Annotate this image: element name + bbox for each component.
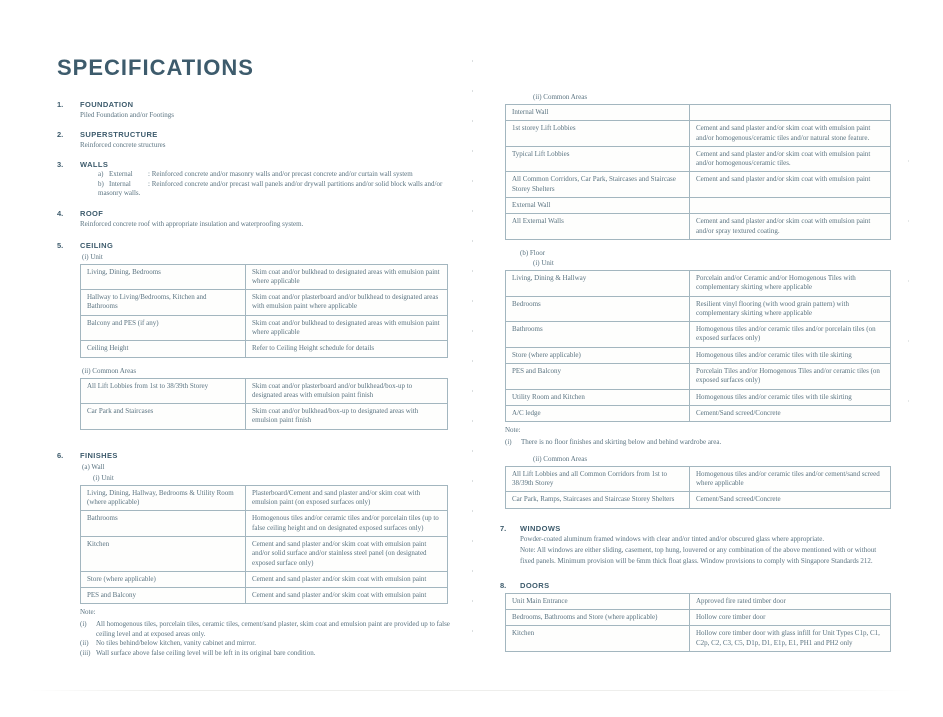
section-walls	[57, 159, 450, 199]
row-label: Bathrooms	[81, 511, 246, 536]
table-row	[506, 405, 890, 421]
row-value: There is no floor finishes and skirting below and behind wardrobe area.	[521, 438, 722, 447]
section-title: WINDOWS	[520, 523, 561, 533]
finishes-wall-label: (a) Wall	[82, 462, 105, 471]
item-text: : Reinforced concrete and/or precast wall panels and/or drywall partitions and/or solid block walls and/or	[148, 179, 443, 188]
section-title: SUPERSTRUCTURE	[80, 130, 158, 139]
row-label: External Wall	[506, 198, 690, 213]
table-row	[506, 296, 890, 322]
item-text: : Reinforced concrete and/or masonry walls and/or precast concrete and/or curtain wall system	[148, 170, 413, 178]
row-value: All homogenous tiles, porcelain tiles, ceramic tiles, cement/sand plaster, skim coat and emulsion paint are provided up to false ceiling level and at exposed areas only.	[96, 620, 450, 638]
row-value: Homogenous tiles and/or ceramic tiles and/or porcelain tiles (up to false ceiling height and on designated exposed surfaces only)	[252, 514, 439, 532]
table-row	[506, 467, 890, 492]
section-text: Powder-coated aluminum framed windows with clear and/or tinted and/or obscured glass where appropriate.	[520, 534, 825, 543]
left-column	[57, 55, 450, 658]
ceiling-unit-label: (i) Unit	[82, 252, 103, 261]
table-row	[80, 639, 450, 649]
section-number: 6.	[57, 450, 64, 460]
scan-edge-marks	[908, 160, 909, 460]
row-value: Wall surface above false ceiling level will be left in its original bare condition.	[96, 648, 316, 657]
row-value	[690, 198, 890, 213]
row-value: Cement and sand plaster and/or skim coat with emulsion paint	[696, 175, 871, 184]
section-foundation	[57, 99, 450, 121]
section-number: 7.	[500, 523, 507, 533]
section-number: 5.	[57, 240, 64, 250]
section-roof	[57, 208, 450, 230]
section-title: FOUNDATION	[80, 100, 134, 109]
table-row	[81, 379, 447, 404]
section-windows	[500, 523, 892, 567]
row-value: Cement and sand plaster and/or skim coat with emulsion paint and/or solid surface and/or stainless steel panel (on designated exposed surface only)	[252, 539, 427, 567]
row-value: Refer to Ceiling Height schedule for details	[252, 344, 375, 353]
section-finishes	[57, 450, 450, 659]
section-number: 4.	[57, 208, 64, 218]
table-row	[80, 649, 450, 659]
table-row	[81, 587, 447, 603]
row-value: Hollow core timber door	[696, 612, 766, 621]
row-label: PES and Balcony	[506, 364, 690, 389]
row-value: Skim coat and/or plasterboard and/or bulkhead/box-up to designated areas with emulsion paint finish	[252, 381, 413, 399]
table-row	[506, 105, 890, 120]
item-key: a)	[98, 170, 104, 178]
table-row	[81, 571, 447, 587]
row-label: 1st storey Lift Lobbies	[506, 121, 690, 146]
table-row	[81, 265, 447, 290]
table-row	[506, 120, 890, 146]
table-row	[81, 315, 447, 341]
row-label: All Lift Lobbies from 1st to 38/39th Storey	[81, 379, 246, 404]
row-value: Cement and sand plaster and/or skim coat with emulsion paint and/or homogenous/ceramic tiles and/or natural stone feature.	[696, 124, 871, 142]
row-value: Cement and sand plaster and/or skim coat with emulsion paint and/or spray textured coating.	[696, 217, 871, 235]
table-row	[506, 625, 890, 651]
row-label: (i)	[80, 620, 87, 629]
row-label: Car Park and Staircases	[81, 404, 246, 429]
row-label: Kitchen	[81, 537, 246, 571]
section-ceiling	[57, 240, 450, 430]
row-value: Homogenous tiles and/or ceramic tiles and/or porcelain tiles (on exposed surfaces only)	[696, 325, 876, 343]
row-label: All External Walls	[506, 214, 690, 239]
row-value: No tiles behind/below kitchen, vanity cabinet and mirror.	[96, 639, 256, 648]
row-label: Typical Lift Lobbies	[506, 147, 690, 172]
row-value: Homogenous tiles and/or ceramic tiles with tile skirting	[696, 392, 852, 401]
section-title: ROOF	[80, 208, 104, 218]
note-title: Note:	[80, 608, 96, 617]
row-value: Resilient vinyl flooring (with wood grain pattern) with complementary skirting where applicable	[696, 299, 850, 317]
row-label: Utility Room and Kitchen	[506, 390, 690, 405]
table-row	[81, 403, 447, 429]
row-label: Bathrooms	[506, 322, 690, 347]
row-value: Homogenous tiles and/or ceramic tiles and/or cement/sand screed where applicable	[696, 469, 880, 488]
row-label: Balcony and PES (if any)	[81, 316, 246, 341]
finishes-floor-label: (b) Floor	[520, 248, 546, 257]
table-row	[506, 609, 890, 625]
finishes-wall-common-label: (ii) Common Areas	[533, 93, 588, 101]
table-row	[506, 594, 890, 609]
finishes-wall-notes	[80, 620, 450, 658]
row-label: Store (where applicable)	[506, 348, 690, 363]
row-label: All Common Corridors, Car Park, Staircases and Staircase Storey Shelters	[506, 172, 690, 197]
row-label: Unit Main Entrance	[506, 594, 690, 609]
row-value: Skim coat and/or bulkhead/box-up to designated areas with emulsion paint finish	[252, 407, 419, 425]
table-row	[506, 321, 890, 347]
table-row	[81, 510, 447, 536]
row-label: Living, Dining & Hallway	[506, 271, 690, 296]
item-name: External	[109, 170, 133, 178]
table-row	[506, 197, 890, 213]
right-column	[500, 92, 892, 652]
table-row	[81, 486, 447, 511]
section-text: Reinforced concrete structures	[80, 141, 166, 149]
table-row	[81, 289, 447, 315]
table-row	[506, 389, 890, 405]
row-label: A/C ledge	[506, 406, 690, 421]
row-label: Ceiling Height	[81, 341, 246, 356]
walls-item-internal	[98, 180, 450, 190]
row-label: Living, Dining, Bedrooms	[81, 265, 246, 290]
section-number: 1.	[57, 100, 64, 109]
note-title: Note:	[505, 426, 521, 435]
section-number: 3.	[57, 160, 64, 169]
finishes-floor-unit-table	[505, 270, 891, 422]
row-value: Cement/Sand screed/Concrete	[696, 408, 781, 417]
row-value: Skim coat and/or bulkhead to designated areas with emulsion paint where applicable	[252, 267, 440, 285]
finishes-floor-notes	[505, 438, 892, 448]
section-number: 2.	[57, 130, 64, 139]
table-row	[506, 347, 890, 363]
table-row	[81, 340, 447, 356]
section-doors	[500, 580, 892, 652]
row-value: Homogenous tiles and/or ceramic tiles with tile skirting	[696, 350, 852, 359]
walls-items	[98, 170, 450, 199]
table-row	[80, 620, 450, 639]
page-fold-crease	[472, 60, 473, 660]
row-value: Porcelain Tiles and/or Homogenous Tiles and/or ceramic tiles (on exposed surfaces only)	[696, 367, 880, 385]
row-label: Hallway to Living/Bedrooms, Kitchen and Bathrooms	[81, 290, 246, 315]
finishes-wall-unit-table	[80, 485, 448, 605]
finishes-floor-unit-label: (i) Unit	[533, 258, 554, 267]
walls-item-external	[98, 170, 450, 180]
finishes-floor-common-table	[505, 466, 891, 509]
row-value	[690, 105, 890, 120]
row-label: (i)	[505, 438, 512, 447]
row-label: Store (where applicable)	[81, 572, 246, 587]
row-value: Porcelain and/or Ceramic and/or Homogenous Tiles with complementary skirting where applicable	[696, 273, 856, 292]
finishes-wall-unit-label: (i) Unit	[93, 473, 114, 482]
row-label: Living, Dining, Hallway, Bedrooms & Utility Room (where applicable)	[81, 486, 246, 511]
row-label: Car Park, Ramps, Staircases and Staircase Storey Shelters	[506, 492, 690, 507]
doors-table	[505, 593, 891, 652]
row-label: Bedrooms	[506, 297, 690, 322]
finishes-wall-common-table	[505, 104, 891, 240]
ceiling-common-label: (ii) Common Areas	[82, 366, 137, 375]
row-value: Cement/Sand screed/Concrete	[696, 495, 781, 504]
row-label: All Lift Lobbies and all Common Corridors from 1st to 38/39th Storey	[506, 467, 690, 492]
section-text: Piled Foundation and/or Footings	[80, 111, 174, 119]
table-row	[505, 438, 892, 448]
ceiling-unit-table	[80, 264, 448, 358]
table-row	[506, 171, 890, 197]
row-label: (ii)	[80, 639, 89, 648]
section-number: 8.	[500, 580, 507, 590]
table-row	[506, 213, 890, 239]
section-title: FINISHES	[80, 450, 118, 460]
table-row	[506, 363, 890, 389]
section-text: Reinforced concrete roof with appropriate insulation and waterproofing system.	[80, 219, 304, 228]
page-title: SPECIFICATIONS	[57, 55, 254, 80]
row-label: Bedrooms, Bathrooms and Store (where applicable)	[506, 610, 690, 625]
row-value: Approved fire rated timber door	[696, 596, 786, 605]
section-superstructure	[57, 129, 450, 151]
ceiling-common-table	[80, 378, 448, 430]
row-label: (iii)	[80, 648, 91, 657]
row-value: Hollow core timber door with glass infill for Unit Types C1p, C1, C2p, C2, C3, C5, D1p, D1, E1p, E1, PH1 and PH2 only	[696, 629, 880, 647]
row-value: Cement and sand plaster and/or skim coat with emulsion paint and/or homogenous/ceramic tiles.	[696, 149, 871, 168]
section-title: WALLS	[80, 160, 109, 169]
section-note: Note: All windows are either sliding, casement, top hung, louvered or any combination of the above mentioned with or without fixed panels. Minimum provision will be 6mm thick float glass. Window provisions to comply with Singapore Standards 212.	[520, 545, 877, 565]
row-value: Skim coat and/or bulkhead to designated areas with emulsion paint where applicable	[252, 318, 440, 336]
table-row	[506, 271, 890, 296]
section-title: CEILING	[80, 240, 114, 250]
row-value: Cement and sand plaster and/or skim coat with emulsion paint	[252, 574, 427, 583]
finishes-floor-common-label: (ii) Common Areas	[533, 454, 588, 463]
row-label: Internal Wall	[506, 105, 690, 120]
row-value: Cement and sand plaster and/or skim coat with emulsion paint	[252, 591, 427, 600]
item-key: b)	[98, 179, 104, 188]
scan-bottom-edge	[30, 690, 913, 691]
row-label: PES and Balcony	[81, 588, 246, 603]
table-row	[506, 491, 890, 507]
item-name: Internal	[109, 179, 131, 188]
section-title: DOORS	[520, 580, 550, 590]
table-row	[506, 146, 890, 172]
table-row	[81, 536, 447, 571]
row-value: Skim coat and/or plasterboard and/or bulkhead to designated areas with emulsion paint where applicable	[252, 293, 439, 311]
walls-item-continuation: masonry walls.	[98, 189, 141, 197]
row-value: Plasterboard/Cement and sand plaster and/or skim coat with emulsion paint (on exposed surfaces only)	[252, 488, 421, 507]
row-label: Kitchen	[506, 626, 690, 651]
